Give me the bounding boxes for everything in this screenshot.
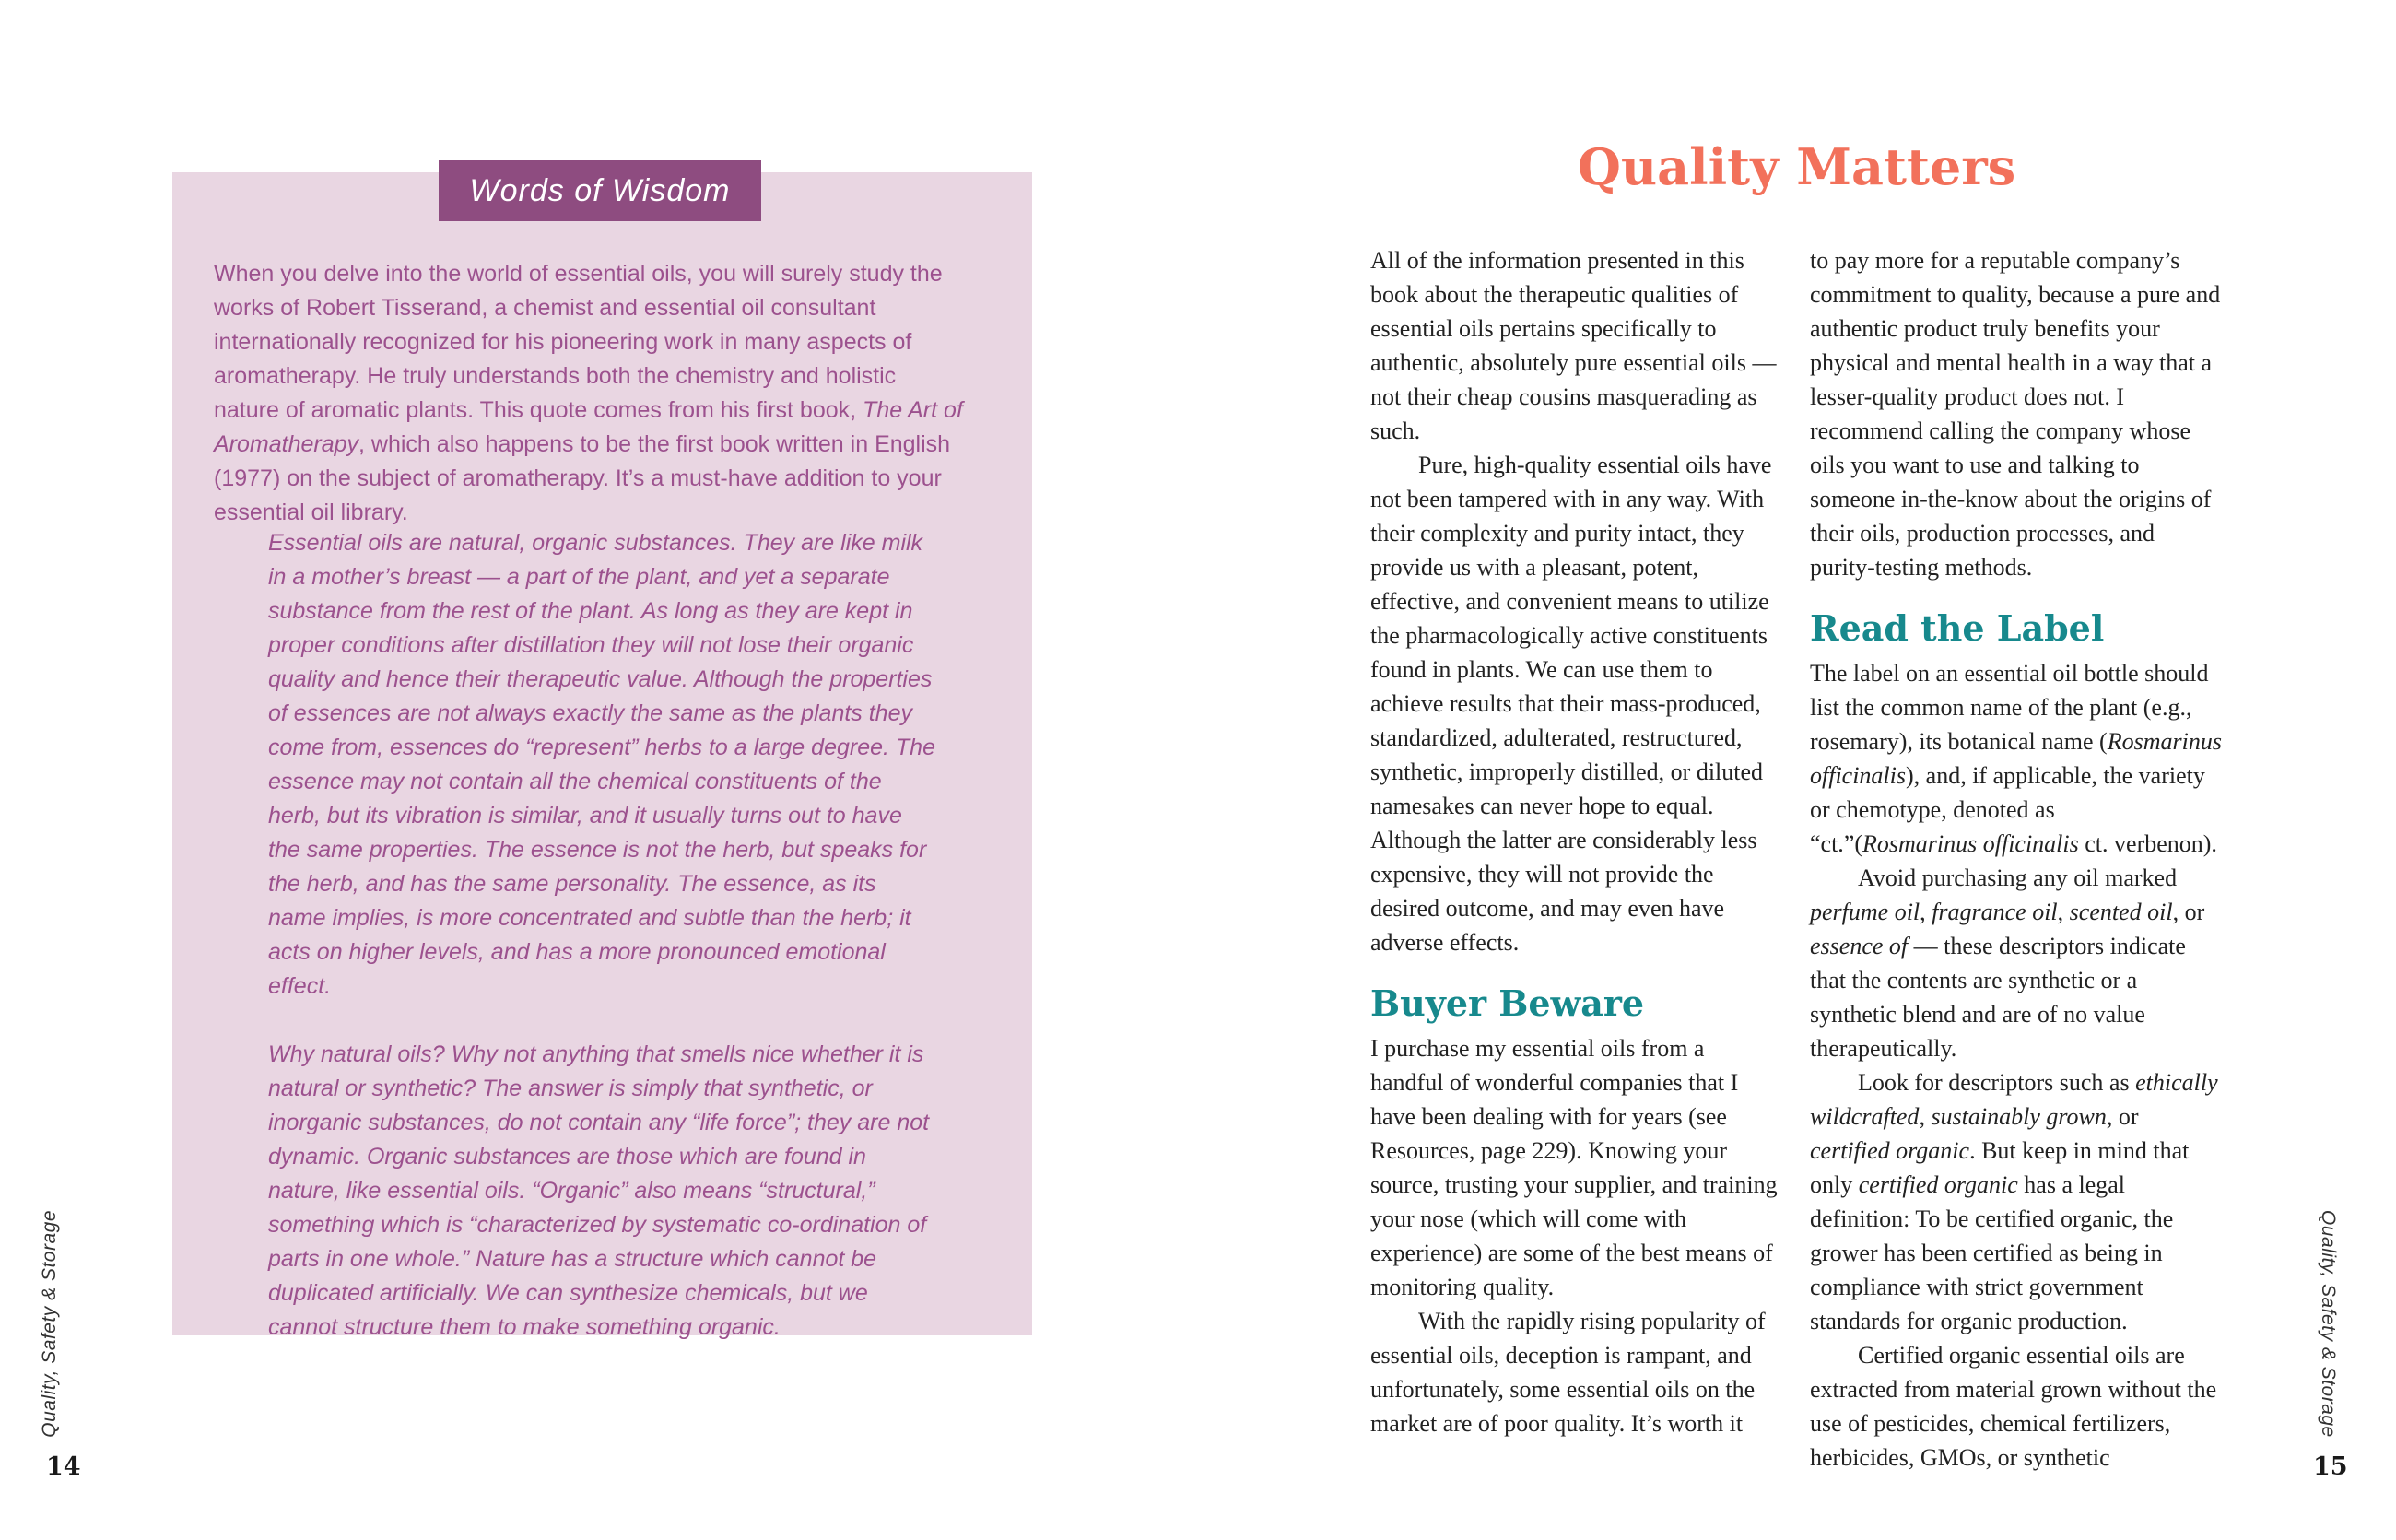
- page-title: Quality Matters: [1577, 137, 2016, 196]
- body-paragraph: to pay more for a reputable company’s commitment to quality, because a pure and authentic product truly benefits your physical and mental health in a way that a lesser-quality product does not. I recommend calling the company whose oils you want to use and talking to someone in-the-know about the origins of their oils, production processes, and purity-testing methods.: [1810, 247, 2221, 581]
- wisdom-quote-block: [268, 526, 935, 1345]
- body-paragraph: All of the information presented in this book about the therapeutic qualities of essential oils pertains specifically to authentic, absolutely pure essential oils — not their cheap cousins masquerading as such.: [1370, 247, 1777, 444]
- left-margin-section-label: Quality, Safety & Storage: [39, 1210, 60, 1438]
- column-2: [1810, 243, 2223, 1475]
- wisdom-intro-paragraph: When you delve into the world of essential oils, you will surely study the works of Robert Tisserand, a chemist and essential oil consultant internationally recognized for his pioneering work in many aspects of aromatherapy. He truly understands both the chemistry and holistic nature of aromatic plants. This quote comes from his first book, The Art of Aromatherapy, which also happens to be the first book written in English (1977) on the subject of aromatherapy. It’s a must-have addition to your essential oil library.: [214, 261, 963, 525]
- body-paragraph: The label on an essential oil bottle should list the common name of the plant (e.g., rosemary), its botanical name (Rosmarinus officinalis), and, if applicable, the variety or chemotype, denoted as “ct.”(Rosmarinus officinalis ct. verbenon).: [1810, 659, 2222, 857]
- quote-paragraph: Why natural oils? Why not anything that smells nice whether it is natural or synthetic? The answer is simply that synthetic, or inorganic substances, do not contain any “life force”; they are not dynamic. Organic substances are those which are found in nature, like essential oils. “Organic” also means “structural,” something which is “characterized by systematic co-ordination of parts in one whole.” Nature has a structure which cannot be duplicated artificially. We can synthesize chemicals, but we cannot structure them to make something organic.: [268, 1041, 930, 1340]
- right-page-number: 15: [2313, 1452, 2348, 1481]
- body-paragraph: Pure, high-quality essential oils have not been tampered with in any way. With their complexity and purity intact, they provide us with a pleasant, potent, effective, and convenient means to utilize the pharmacologically active constituents found in plants. We can use them to achieve results that their mass-produced, standardized, adulterated, restructured, synthetic, improperly distilled, or diluted namesakes can never hope to equal. Although the latter are considerably less expensive, they will not provide the desired outcome, and may even have adverse effects.: [1370, 452, 1772, 956]
- body-paragraph: Look for descriptors such as ethically wildcrafted, sustainably grown, or certified organic. But keep in mind that only certified organic has a legal definition: To be certified organic, the grower has been certified as being in compliance with strict government standards for organic production.: [1810, 1068, 2218, 1334]
- quote-paragraph: Essential oils are natural, organic substances. They are like milk in a mother’s breast — a part of the plant, and yet a separate substance from the rest of the plant. As long as they are kept in proper conditions after distillation they will not lose their organic quality and hence their therapeutic value. Although the properties of essences are not always exactly the same as the plants they come from, essences do “represent” herbs to a large degree. The essence may not contain all the chemical constituents of the herb, but its vibration is similar, and it usually turns out to have the same properties. The essence is not the herb, but speaks for the herb, and has the same personality. The essence, as its name implies, is more concentrated and subtle than the herb; it acts on higher levels, and has a more pronounced emotional effect.: [268, 530, 935, 999]
- body-paragraph: With the rapidly rising popularity of essential oils, deception is rampant, and unfortunately, some essential oils on the market are of poor quality. It’s worth it: [1370, 1307, 1766, 1437]
- words-of-wisdom-box: [172, 172, 1032, 1340]
- right-margin-section-label: Quality, Safety & Storage: [2318, 1210, 2339, 1438]
- section-heading-buyer-beware: Buyer Beware: [1370, 982, 1645, 1024]
- section-heading-read-the-label: Read the Label: [1810, 607, 2105, 649]
- body-paragraph: Certified organic essential oils are extracted from material grown without the use of pesticides, chemical fertilizers, herbicides, GMOs, or synthetic: [1810, 1341, 2217, 1471]
- column-1: [1370, 243, 1783, 1475]
- left-page-number: 14: [46, 1452, 81, 1481]
- body-paragraph: Avoid purchasing any oil marked perfume oil, fragrance oil, scented oil, or essence of — these descriptors indicate that the contents are synthetic or a synthetic blend and are of no value therapeutically.: [1810, 864, 2205, 1062]
- text-columns: [1370, 243, 2223, 1475]
- words-of-wisdom-header: [439, 160, 761, 221]
- body-paragraph: I purchase my essential oils from a handful of wonderful companies that I have been dealing with for years (see Resources, page 229). Knowing your source, trusting your supplier, and training your nose (which will come with experience) are some of the best means of monitoring quality.: [1370, 1034, 1778, 1300]
- words-of-wisdom-title: Words of Wisdom: [469, 172, 731, 208]
